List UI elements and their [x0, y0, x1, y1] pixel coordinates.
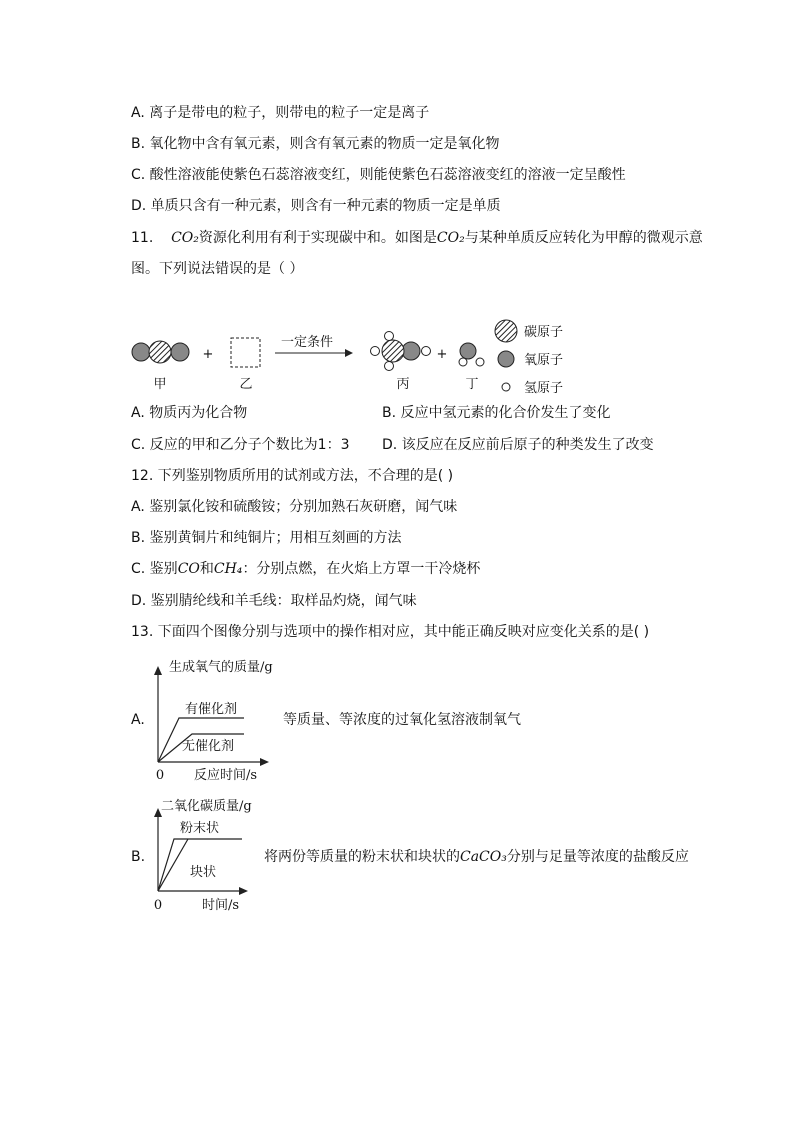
graph-a-y-arrow-icon [154, 666, 162, 675]
q13-stem: 13. 下面四个图像分别与选项中的操作相对应，其中能正确反映对应变化关系的是( ) [131, 624, 650, 640]
q12-option-d: D. 鉴别腈纶线和羊毛线：取样品灼烧，闻气味 [131, 593, 417, 609]
q11-option-a: A. 物质丙为化合物 [131, 405, 248, 421]
formula-caco3: CaCO₃ [460, 849, 507, 865]
q11-option-c: C. 反应的甲和乙分子个数比为1：3 [131, 437, 350, 453]
q10-option-b: B. 氧化物中含有氧元素，则含有氧元素的物质一定是氧化物 [131, 136, 500, 152]
plus-sign: + [202, 347, 214, 362]
q12-option-c-prefix: C. 鉴别 [131, 561, 178, 577]
legend-carbon: 碳原子 [524, 325, 564, 340]
q12-option-c-mid: 和 [199, 561, 214, 577]
q12-stem: 12. 下列鉴别物质所用的试剂或方法，不合理的是( ) [131, 468, 454, 484]
label-yi: 乙 [239, 377, 253, 392]
hydrogen-atom [385, 332, 394, 341]
oxygen-atom [171, 343, 189, 361]
q11-reaction-diagram [0, 310, 794, 410]
graph-b-curve-lump [158, 839, 188, 891]
legend-oxygen: 氧原子 [524, 353, 564, 368]
q12-option-a: A. 鉴别氯化铵和硫酸铵；分别加熟石灰研磨，闻气味 [131, 499, 458, 515]
hydrogen-atom [422, 347, 431, 356]
graph-a-x-arrow-icon [260, 758, 269, 766]
hydrogen-atom [385, 362, 394, 371]
q12-option-b: B. 鉴别黄铜片和纯铜片；用相互刻画的方法 [131, 530, 402, 546]
q11-formula-co2: CO₂ [171, 230, 199, 246]
q13-option-b-label: B. [131, 849, 146, 865]
molecule-bing [371, 332, 431, 371]
q11-stem-line2: 图。下列说法错误的是（ ） [131, 261, 304, 277]
q13-option-a-description: 等质量、等浓度的过氧化氢溶液制氧气 [283, 712, 521, 728]
q12-option-c [131, 559, 480, 579]
q12-option-c-suffix: ：分别点燃，在火焰上方罩一干冷烧杯 [242, 561, 481, 577]
graph-b-x-arrow-icon [239, 887, 248, 895]
hydrogen-atom [371, 347, 380, 356]
label-jia: 甲 [153, 377, 167, 392]
q11-formula-co2-2: CO₂ [436, 230, 465, 246]
arrow-head-icon [345, 349, 353, 357]
reaction-condition: 一定条件 [280, 335, 334, 350]
oxygen-atom [460, 343, 476, 359]
q10-option-d: D. 单质只含有一种元素，则含有一种元素的物质一定是单质 [131, 198, 501, 214]
atom-legend [495, 320, 563, 396]
q13-option-b-description [264, 847, 689, 867]
graph-b-curve-top-label: 粉末状 [180, 821, 220, 836]
graph-a-origin: 0 [155, 768, 165, 783]
label-ding: 丁 [465, 377, 479, 392]
oxygen-atom [402, 342, 420, 360]
q13-graph-a [150, 655, 290, 785]
formula-co: CO [177, 561, 200, 577]
hydrogen-atom [459, 358, 467, 366]
carbon-atom [382, 340, 404, 362]
molecule-jia [132, 341, 189, 363]
graph-a-xlabel: 反应时间/s [194, 768, 258, 783]
graph-b-desc-b: 分别与足量等浓度的盐酸反应 [506, 849, 689, 865]
graph-a-curve-top-label: 有催化剂 [185, 702, 238, 717]
graph-b-curve-bottom-label: 块状 [190, 865, 217, 880]
q10-option-c: C. 酸性溶液能使紫色石蕊溶液变红，则能使紫色石蕊溶液变红的溶液一定呈酸性 [131, 167, 626, 183]
q11-stem [131, 228, 703, 248]
hydrogen-atom [476, 358, 484, 366]
q11-option-b: B. 反应中氢元素的化合价发生了变化 [382, 405, 611, 421]
oxygen-atom [132, 343, 150, 361]
graph-b-origin: 0 [153, 898, 163, 913]
carbon-legend-icon [495, 320, 517, 342]
q11-text-b: 与某种单质反应转化为甲醇的微观示意 [464, 230, 703, 246]
legend-hydrogen: 氢原子 [524, 381, 564, 396]
carbon-atom [149, 341, 171, 363]
plus-sign-2: + [436, 347, 448, 362]
graph-a-ylabel: 生成氧气的质量/g [169, 660, 273, 675]
oxygen-legend-icon [498, 351, 514, 367]
q11-text-a: 资源化利用有利于实现碳中和。如图是 [198, 230, 437, 246]
q10-option-a: A. 离子是带电的粒子，则带电的粒子一定是离子 [131, 105, 430, 121]
molecule-ding [459, 343, 484, 366]
graph-b-desc-a: 将两份等质量的粉末状和块状的 [264, 849, 460, 865]
q11-number: 11. [131, 230, 154, 246]
formula-ch4: CH₄ [213, 561, 243, 577]
graph-a-curve-bottom-label: 无催化剂 [182, 739, 235, 754]
label-bing: 丙 [396, 377, 410, 392]
q11-option-d: D. 该反应在反应前后原子的种类发生了改变 [382, 437, 654, 453]
hydrogen-legend-icon [502, 383, 510, 391]
graph-b-ylabel: 二氧化碳质量/g [161, 799, 252, 814]
graph-b-xlabel: 时间/s [202, 898, 240, 913]
unknown-substance-box [231, 338, 260, 367]
q13-option-a-label: A. [131, 712, 145, 728]
